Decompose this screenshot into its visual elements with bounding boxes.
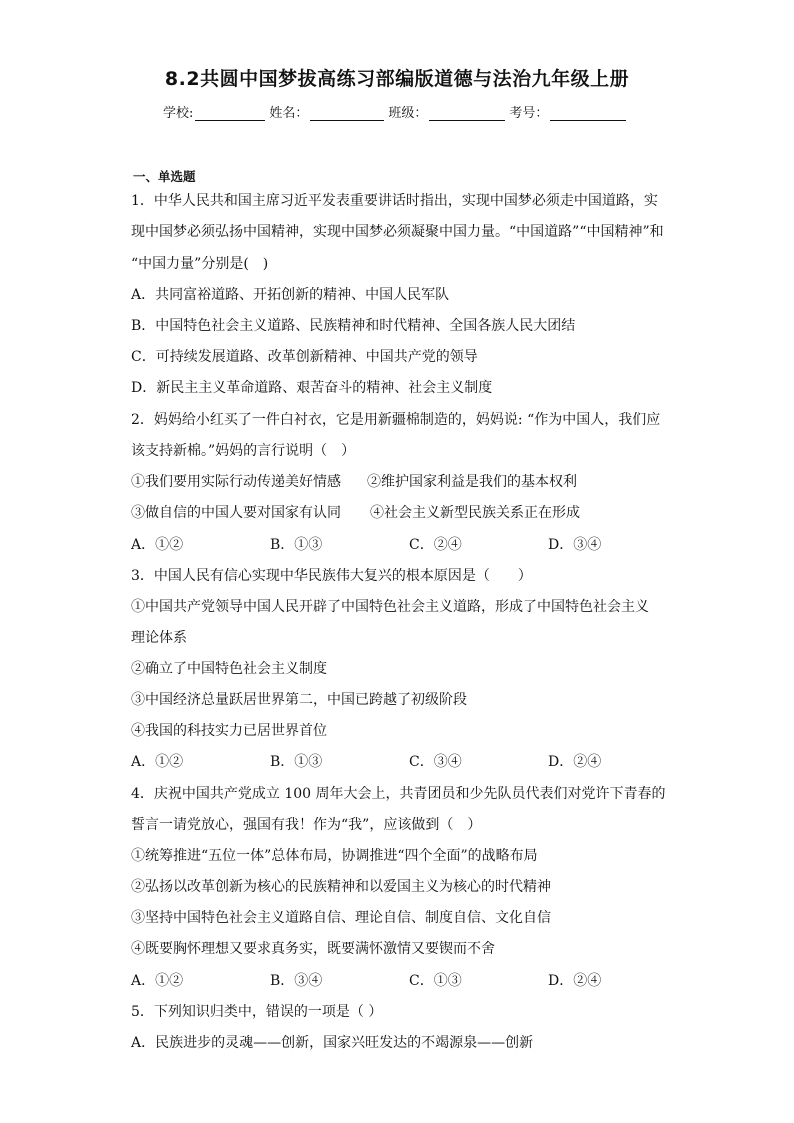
q3-statement-1-line-1: ①中国共产党领导中国人民开辟了中国特色社会主义道路，形成了中国特色社会主义 <box>131 599 649 615</box>
q3-statement-2: ②确立了中国特色社会主义制度 <box>131 661 327 677</box>
q4-statement-2: ②弘扬以改革创新为核心的民族精神和以爱国主义为核心的时代精神 <box>131 879 551 895</box>
q1-stem-line-1: 1．中华人民共和国主席习近平发表重要讲话时指出，实现中国梦必须走中国道路，实 <box>131 193 658 209</box>
q5-option-a: A．民族进步的灵魂——创新，国家兴旺发达的不竭源泉——创新 <box>131 1035 534 1051</box>
class-blank <box>429 106 505 121</box>
q4-option-a: A．①② <box>131 973 184 989</box>
q3-stem-line-1: 3．中国人民有信心实现中华民族伟大复兴的根本原因是（ ） <box>131 568 532 584</box>
student-info-row <box>163 102 630 121</box>
section-title: 一、单选题 <box>133 169 196 184</box>
q3-option-c: C．③④ <box>409 754 462 770</box>
q2-option-d: D．③④ <box>548 537 602 553</box>
q4-statement-3: ③坚持中国特色社会主义道路自信、理论自信、制度自信、文化自信 <box>131 910 551 926</box>
q2-option-a: A．①② <box>131 537 184 553</box>
q3-option-b: B．①③ <box>270 754 323 770</box>
q4-option-c: C．①③ <box>409 973 462 989</box>
q2-statement-1: ①我们要用实际行动传递美好情感 <box>131 474 341 490</box>
school-field <box>163 102 265 121</box>
page-title: 8.2共圆中国梦拔高练习部编版道德与法治九年级上册 <box>164 68 630 90</box>
q1-stem-line-2: 现中国梦必须弘扬中国精神，实现中国梦必须凝聚中国力量。“中国道路”“中国精神”和 <box>131 224 664 240</box>
q2-stem-line-1: 2．妈妈给小红买了一件白衬衣，它是用新疆棉制造的，妈妈说: “作为中国人，我们应 <box>131 412 661 428</box>
school-label: 学校: <box>163 106 194 121</box>
q2-option-b: B．①③ <box>270 537 323 553</box>
school-blank <box>195 106 265 121</box>
q5-stem-line-1: 5．下列知识归类中，错误的一项是（ ） <box>131 1004 383 1020</box>
q3-statement-1-line-2: 理论体系 <box>131 630 187 646</box>
q4-statement-4: ④既要胸怀理想又要求真务实，既要满怀激情又要锲而不舍 <box>131 941 495 957</box>
name-label: 姓名： <box>269 106 309 121</box>
q2-option-c: C．②④ <box>409 537 462 553</box>
q2-statement-3: ③做自信的中国人要对国家有认同 <box>131 505 341 521</box>
q3-statement-3: ③中国经济总量跃居世界第二，中国已跨越了初级阶段 <box>131 692 467 708</box>
q1-option-a: A．共同富裕道路、开拓创新的精神、中国人民军队 <box>131 287 450 303</box>
q1-option-d: D．新民主主义革命道路、艰苦奋斗的精神、社会主义制度 <box>131 380 493 396</box>
q2-statements-row-1 <box>131 473 577 491</box>
q4-option-d: D．②④ <box>548 973 602 989</box>
class-field <box>388 102 505 121</box>
q1-stem-line-3: “中国力量”分别是( ) <box>131 256 269 272</box>
q2-statements-row-2 <box>131 504 580 522</box>
q4-stem-line-1: 4．庆祝中国共产党成立 100 周年大会上，共青团员和少先队员代表们对党许下青春的 <box>131 786 666 802</box>
q3-option-d: D．②④ <box>548 754 602 770</box>
q2-stem-line-2: 该支持新棉。”妈妈的言行说明（ ） <box>131 443 356 459</box>
q2-statement-4: ④社会主义新型民族关系正在形成 <box>370 505 580 521</box>
q2-statement-2: ②维护国家利益是我们的基本权利 <box>367 474 577 490</box>
q4-stem-line-2: 誓言一请党放心，强国有我！作为“我”，应该做到（ ） <box>131 817 482 833</box>
q1-option-c: C．可持续发展道路、改革创新精神、中国共产党的领导 <box>131 349 478 365</box>
q1-option-b: B．中国特色社会主义道路、民族精神和时代精神、全国各族人民大团结 <box>131 318 576 334</box>
name-blank <box>310 106 384 121</box>
exam-number-label: 考号： <box>509 106 549 121</box>
q4-option-b: B．③④ <box>270 973 323 989</box>
name-field <box>269 102 384 121</box>
q3-option-a: A．①② <box>131 754 184 770</box>
exam-number-blank <box>550 106 626 121</box>
q3-statement-4: ④我国的科技实力已居世界首位 <box>131 723 327 739</box>
exam-number-field <box>509 102 626 121</box>
class-label: 班级： <box>388 106 428 121</box>
q4-statement-1: ①统筹推进“五位一体”总体布局，协调推进“四个全面”的战略布局 <box>131 848 538 864</box>
